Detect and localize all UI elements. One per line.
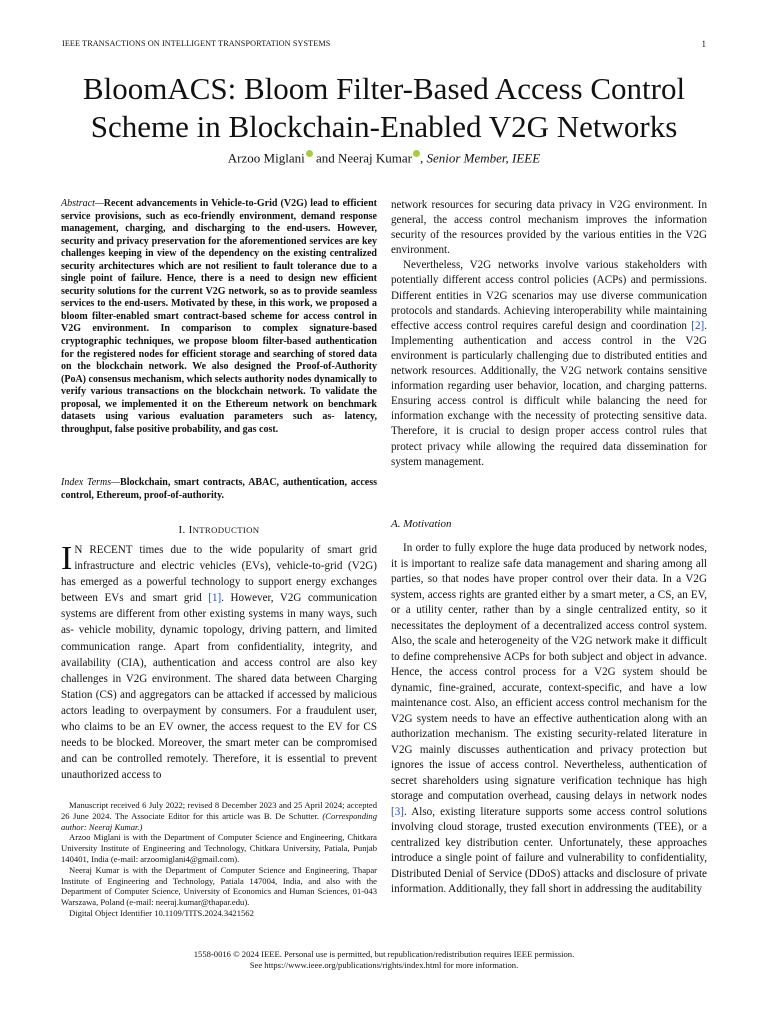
right-paragraph-2-text-1: Nevertheless, V2G networks involve various stakeholders with potentially different access control policies (ACPs) and permissions. Different entities in V2G scenarios may use diverse communication protocols and standards. Achieving interoperability while maintaining effective access control requires careful design and coordination xyxy=(391,259,707,332)
footnote-corresponding: (Corresponding author: Neeraj Kumar.) xyxy=(61,810,377,832)
citation-link-3[interactable]: [3] xyxy=(391,805,404,818)
title-line-1: BloomACS: Bloom Filter-Based Access Control xyxy=(82,71,686,106)
title-line-2: Scheme in Blockchain-Enabled V2G Networks xyxy=(90,109,678,144)
author-line xyxy=(30,150,738,166)
copyright-line-2: See https://www.ieee.org/publications/rights/index.html for more information. xyxy=(249,960,519,970)
motivation-text-1: In order to fully explore the huge data produced by network nodes, it is important to realize safe data management and sharing among all parties, so that nodes have proper control over their data. In a V2G system, access rights are granted either by a smart meter, a CS, an EV, or a utility center, rather than by a single centralized entity, so it necessitates the deployment of a decentralized access control system. Also, the scale and heterogeneity of the V2G network make it difficult to define comprehensive ACPs for both subject and object in advance. Hence, the access control process for a V2G system should be dynamic, fine-grained, accurate, context-specific, and have a low maintenance cost. Also, an efficient access control mechanism for the V2G system needs to have an effective authentication along with an authorization mechanism. The existing security-related literature in V2G mainly discusses authentication and privacy protection but ignores the issue of access control. Nevertheless, authentication of secret shareholders using signature verification technique has high storage and computation overhead, causing delays in network nodes xyxy=(391,542,707,802)
author-1-name: Arzoo Miglani xyxy=(227,150,305,166)
subsection-heading-motivation: A. Motivation xyxy=(391,518,452,530)
footnote-manuscript xyxy=(61,800,377,832)
right-paragraph-1: network resources for securing data privacy in V2G environment. In general, the access control mechanism improves the information security of the resources provided by the various entities in the V2G environment. xyxy=(391,199,707,257)
footnote-affiliation-1: Arzoo Miglani is with the Department of Computer Science and Engineering, Chitkara University Institute of Engineering and Technology, Chitkara University, Patiala, Punjab 140401, India (e-mail: arzoomiglani4@gmail.com). xyxy=(61,832,377,864)
first-page-footnote xyxy=(61,800,377,919)
right-paragraph-2 xyxy=(391,258,707,469)
citation-link-1[interactable]: [1] xyxy=(208,592,222,605)
drop-cap: I xyxy=(61,540,73,577)
running-header: IEEE TRANSACTIONS ON INTELLIGENT TRANSPORTATION SYSTEMS xyxy=(62,39,331,48)
right-paragraph-2-text-2: . Implementing authentication and access control in the V2G environment is particularly challenging due to distributed entities and network resources. Additionally, the V2G network contains sensitive information regarding user behavior, location, and charging patterns. Ensuring access control is difficult while balancing the need for information exchange with the necessity of protecting sensitive data. Therefore, it is crucial to design proper access control rules that protect privacy while allowing the required data dissemination for system management. xyxy=(391,319,707,468)
motivation-text xyxy=(391,541,707,898)
copyright-line-1: 1558-0016 © 2024 IEEE. Personal use is permitted, but republication/redistribution requires IEEE permission. xyxy=(193,949,575,959)
orcid-icon[interactable] xyxy=(306,150,313,157)
intro-text-2: . However, V2G communication systems are different from other existing systems in many ways, such as- vehicle mobility, dynamic topology, driving pattern, and limited communication range. Apart from confidentiality, integrity, and availability (CIA), authentication and access control are also key challenges in V2G environment. The shared data between Charging Station (CS) and aggregators can be attacked if accessed by malicious actors leading to overpayment by consumers. For a fraudulent user, who claims to be an EV owner, the access request to the EV for CS needs to be blocked. Moreover, the smart meter can be compromised and can be controlled remotely. Therefore, it is essential to prevent unauthorized access to xyxy=(61,592,377,782)
copyright-notice xyxy=(0,949,768,971)
introduction-paragraph xyxy=(61,542,377,783)
author-2-name: and Neeraj Kumar xyxy=(312,150,412,166)
author-separator: , xyxy=(419,150,427,166)
paper-title xyxy=(30,70,738,146)
motivation-text-2: . Also, existing literature supports some access control solutions involving cloud storage, trusted execution environments (TEE), or a centralized key distribution center. Unfortunately, these approaches introduce a single point of failure and vulnerability to confidentiality, Distributed Denial of Service (DDoS) attacks and disclosure of private information. Additionally, they fall short in addressing the auditability xyxy=(391,805,707,895)
right-column-intro xyxy=(391,198,707,470)
index-terms-text: Blockchain, smart contracts, ABAC, authentication, access control, Ethereum, proof-of-authority. xyxy=(61,477,377,501)
footnote-affiliation-2: Neeraj Kumar is with the Department of Computer Science and Engineering, Thapar Institute of Engineering and Technology, Patiala 147004, India, and also with the Department of Computer Science, University of Economics and Human Sciences, 01-043 Warszawa, Poland (e-mail: neeraj.kumar@thapar.edu). xyxy=(61,864,377,908)
abstract xyxy=(61,198,377,436)
page-number: 1 xyxy=(701,39,706,49)
section-number: I. xyxy=(178,524,186,536)
index-terms xyxy=(61,477,377,502)
abstract-label: Abstract— xyxy=(61,198,104,209)
intro-text-1: times due to the wide popularity of smart grid infrastructure and electric vehicles (EVs), vehicle-to-grid (V2G) has emerged as a powerful technology to support energy exchanges between EVs and smart grid xyxy=(61,544,377,605)
section-title-first-letter: I xyxy=(188,524,193,536)
section-heading-introduction xyxy=(61,524,377,536)
footnote-manuscript-text: Manuscript received 6 July 2022; revised 8 December 2023 and 25 April 2024; accepted 26 June 2024. The Associate Editor for this article was B. De Schutter. xyxy=(61,800,377,821)
motivation-paragraph xyxy=(391,541,707,898)
section-title-rest: NTRODUCTION xyxy=(192,525,260,535)
author-membership: Senior Member, IEEE xyxy=(426,150,541,166)
index-terms-label: Index Terms— xyxy=(61,477,121,488)
abstract-text: Recent advancements in Vehicle-to-Grid (V2G) lead to efficient service provisions, such as eco-friendly environment, demand response management, charging, and discharging to the end-users. However, security and privacy preservation for the aforementioned services are key challenges keeping in view of the dependency on the existing centralized security architectures which are not resilient to fault tolerance due to a single point of failure. Hence, there is a need to design new efficient security solutions for the current V2G network, so as to provide seamless services to the end-users. Motivated by these, in this work, we proposed a bloom filter-enabled smart contract-based scheme for access control in V2G environment. In comparison to complex signature-based cryptographic techniques, we propose bloom filter-based authentication for the registered nodes for efficient storage and searching of stored data on the blockchain network. We also designed the Proof-of-Authority (PoA) consensus mechanism, which selects authority nodes dynamically to verify various transactions on the blockchain network. To validate the proposal, we implemented it on the Ethereum network on benchmark datasets using various evaluation parameters such as- latency, throughput, false positive probability, and gas cost. xyxy=(61,198,377,435)
orcid-icon[interactable] xyxy=(413,150,420,157)
intro-lead: N RECENT xyxy=(74,544,133,556)
footnote-doi: Digital Object Identifier 10.1109/TITS.2024.3421562 xyxy=(69,907,254,918)
citation-link-2[interactable]: [2] xyxy=(691,319,705,332)
